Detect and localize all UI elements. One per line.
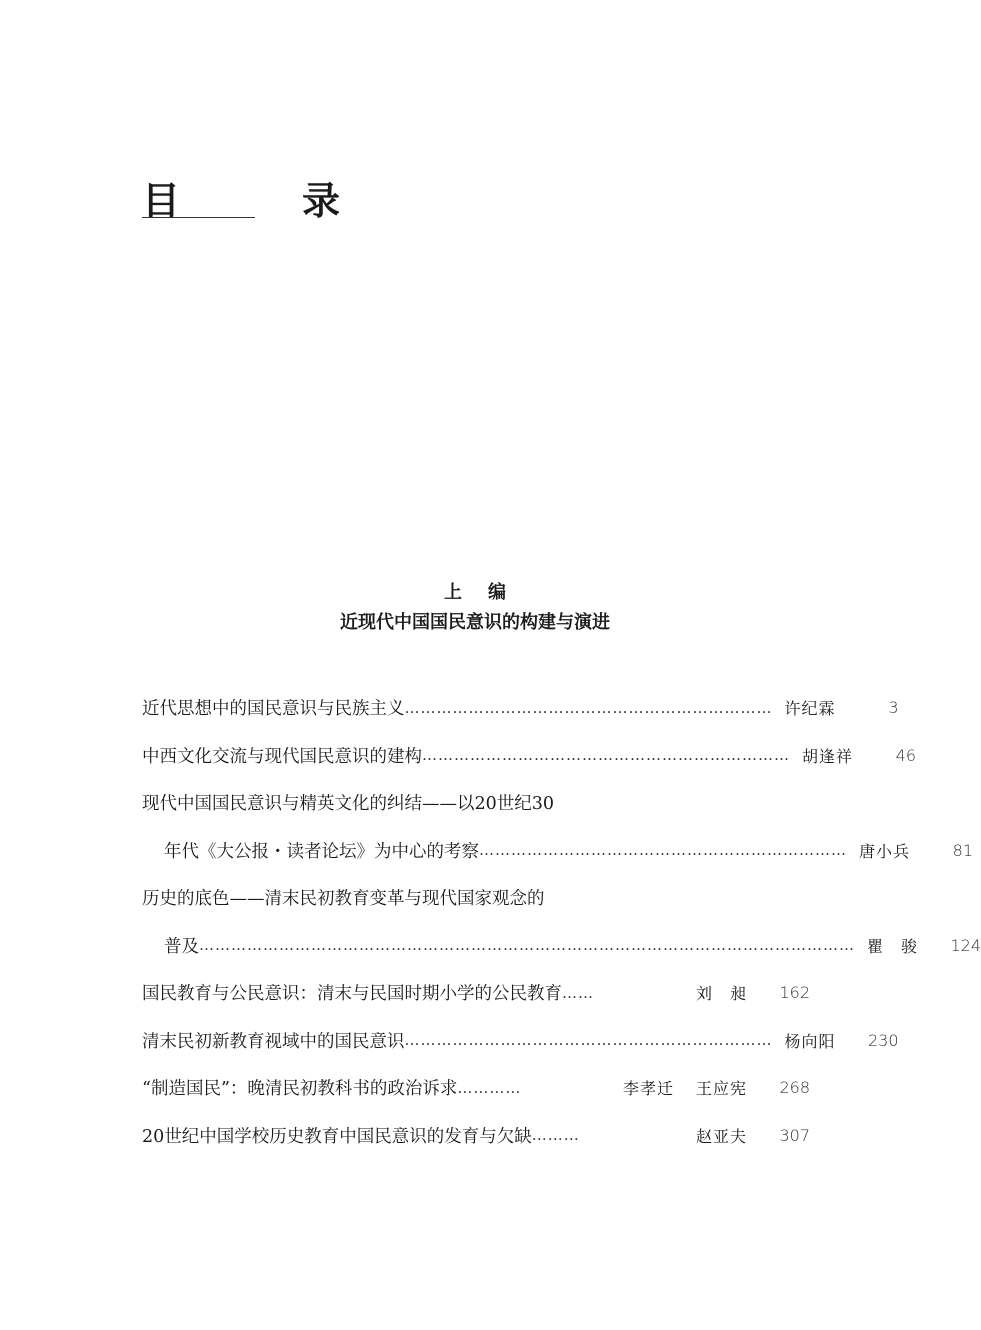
toc-list: [142, 684, 981, 1159]
entry-author: 刘 昶: [696, 984, 748, 1004]
toc-entry[interactable]: [142, 684, 899, 732]
toc-entry[interactable]: [142, 1112, 810, 1160]
heading-underline: [142, 217, 255, 218]
toc-entry[interactable]: [142, 732, 916, 780]
entry-page: 81: [952, 840, 973, 860]
entry-title: 普及: [164, 936, 199, 957]
entry-author: 唐小兵: [859, 841, 911, 861]
entry-author: 瞿 骏: [867, 936, 919, 956]
entry-title: 清末民初新教育视域中的国民意识: [142, 1031, 405, 1052]
dot-leader: ……………………………………………………………………………………………………………: [199, 936, 855, 955]
entry-author: 李孝迁: [622, 1079, 674, 1099]
entry-author: 许纪霖: [784, 699, 836, 719]
entry-page: 162: [779, 983, 810, 1003]
dot-leader: ………: [531, 1126, 580, 1145]
entry-title: 20世纪中国学校历史教育中国民意识的发育与欠缺: [142, 1126, 532, 1147]
part-title: 近现代中国国民意识的构建与演进: [340, 612, 610, 633]
dot-leader: ……………………………………………………………: [404, 1031, 773, 1050]
entry-title: 历史的底色——清末民初教育变革与现代国家观念的: [142, 889, 545, 910]
dot-leader: ……………………………………………………………: [422, 746, 790, 765]
toc-entry[interactable]: [142, 779, 810, 827]
entry-author: 赵亚夫: [696, 1126, 748, 1146]
toc-entry-continuation[interactable]: [142, 922, 981, 970]
toc-entry[interactable]: [142, 1017, 899, 1065]
dot-leader: …………: [457, 1078, 522, 1097]
entry-page: 268: [779, 1078, 810, 1098]
entry-author: 胡逢祥: [802, 746, 854, 766]
entry-page: 3: [888, 698, 899, 718]
entry-title: 国民教育与公民意识：清末与民国时期小学的公民教育: [142, 984, 562, 1005]
entry-coauthor: 王应宪: [696, 1079, 748, 1099]
toc-entry[interactable]: [142, 874, 810, 922]
entry-title: 近代思想中的国民意识与民族主义: [142, 699, 405, 720]
entry-title: 年代《大公报・读者论坛》为中心的考察: [164, 841, 479, 862]
entry-title: 现代中国国民意识与精英文化的纠结——以20世纪30: [142, 794, 555, 815]
entry-page: 124: [950, 935, 981, 955]
dot-leader: ……: [562, 983, 594, 1002]
entry-title: “制造国民”：晚清民初教科书的政治诉求: [142, 1079, 458, 1100]
entry-page: 307: [779, 1125, 810, 1145]
part-label: 上编: [444, 582, 532, 603]
toc-heading: 目 录: [142, 179, 383, 223]
entry-page: 46: [895, 745, 916, 765]
toc-entry[interactable]: [142, 969, 810, 1017]
toc-entry-continuation[interactable]: [142, 827, 973, 875]
toc-entry[interactable]: [142, 1064, 810, 1112]
dot-leader: ……………………………………………………………: [479, 841, 847, 860]
entry-page: 230: [867, 1030, 899, 1050]
entry-title: 中西文化交流与现代国民意识的建构: [142, 746, 422, 767]
entry-author: 杨向阳: [784, 1031, 836, 1051]
dot-leader: ……………………………………………………………: [404, 698, 773, 717]
